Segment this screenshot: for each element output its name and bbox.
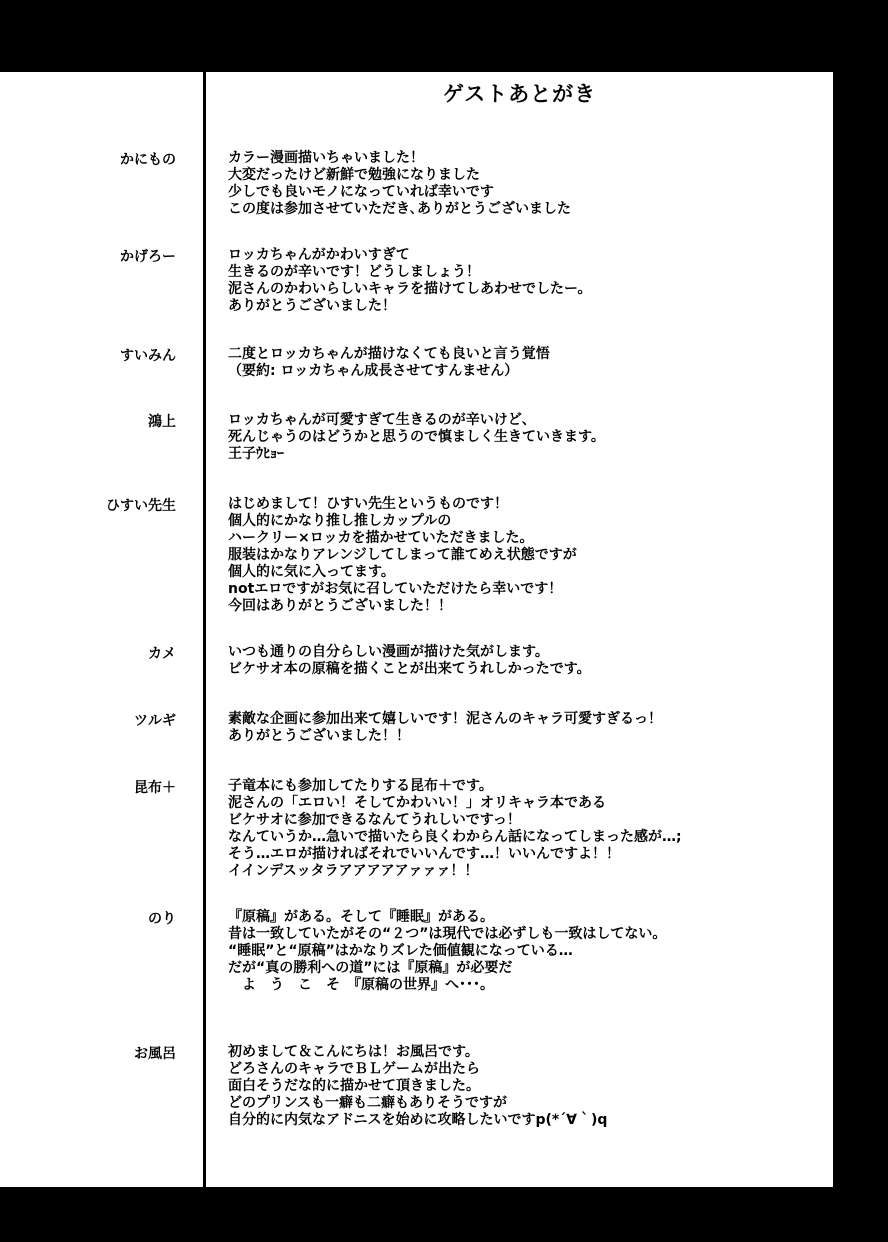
message-line: 初めまして＆こんにちは！お風呂です。: [228, 1044, 479, 1060]
message-line: この度は参加させていただき､ありがとうございました: [228, 201, 571, 217]
message-line: 王子ｳﾋｮｰ: [228, 446, 284, 462]
message-line: 大変だったけど新鮮で勉強になりました: [228, 167, 480, 183]
message-line: 二度とロッカちゃんが描けなくても良いと言う覚悟: [228, 346, 550, 362]
guest-name: ツルギ: [134, 713, 176, 729]
guest-name: かにもの: [120, 152, 176, 168]
guest-message: [228, 150, 828, 218]
message-line: 少しでも良いモノになっていれば幸いです: [228, 184, 494, 200]
message-line: ロッカちゃんが可愛すぎて生きるのが辛いけど、: [228, 412, 536, 428]
message-line: ロッカちゃんがかわいすぎて: [228, 247, 410, 263]
guest-message: [228, 247, 828, 315]
message-line: ビケサオに参加できるなんてうれしいですっ！: [228, 812, 521, 828]
guest-message: [228, 909, 828, 994]
message-line: どろさんのキャラでＢＬゲームが出たら: [228, 1061, 480, 1077]
guest-name: カメ: [148, 646, 176, 662]
message-line: なんていうか…急いで描いたら良くわからん話になってしまった感が…;: [228, 829, 682, 845]
message-line: ハークリー×ロッカを描かせていただきました。: [228, 530, 534, 546]
message-line: 死んじゃうのはどうかと思うので慎ましく生きていきます。: [228, 429, 605, 445]
guest-name: お風呂: [134, 1046, 176, 1062]
message-line: イインデスッタラアアアアアァァァ！！: [228, 863, 479, 879]
message-line: どのプリンスも一癖も二癖もありそうですが: [228, 1095, 508, 1111]
guest-message: [228, 412, 828, 463]
message-line: 生きるのが辛いです！どうしましょう！: [228, 264, 480, 280]
message-line: ビケサオ本の原稿を描くことが出来てうれしかったです。: [228, 661, 591, 677]
guest-name: のり: [148, 911, 176, 927]
guest-message: [228, 644, 828, 678]
message-line: （要約: ロッカちゃん成長させてすんません）: [228, 363, 519, 379]
message-line: いつも通りの自分らしい漫画が描けた気がします。: [228, 644, 549, 660]
message-line: notエロですがお気に召していただけたら幸いです！: [228, 581, 563, 597]
message-line: 泥さんの「エロい！そしてかわいい！」オリキャラ本である: [228, 795, 606, 811]
message-line: そう…エロが描ければそれでいいんです…！いいんですよ！！: [228, 846, 620, 862]
message-line: 泥さんのかわいらしいキャラを描けてしあわせでしたー。: [228, 281, 592, 297]
message-line: 今回はありがとうございました！！: [228, 598, 452, 614]
message-line: ありがとうございました！: [228, 298, 396, 314]
message-line: ありがとうございました！！: [228, 728, 410, 744]
guest-message: [228, 711, 828, 745]
afterword-page: [0, 72, 833, 1187]
message-line: だが“真の勝利への道”には『原稿』が必要だ: [228, 960, 513, 976]
message-line: 面白そうだな的に描かせて頂きました。: [228, 1078, 480, 1094]
guest-name: 昆布＋: [134, 780, 176, 796]
message-line: 『原稿』がある。そして『睡眠』がある。: [228, 909, 494, 925]
message-line: 自分的に内気なアドニスを始めに攻略したいですp(*´∀｀)q: [228, 1112, 608, 1128]
message-line: 個人的にかなり推し推しカップルの: [228, 513, 452, 529]
column-divider: [203, 72, 206, 1187]
message-line: 個人的に気に入ってます。: [228, 564, 395, 580]
message-line: はじめまして！ひすい先生というものです！: [228, 496, 508, 512]
message-line: “睡眠”と“原稿”はかなりズレた価値観になっている…: [228, 943, 573, 959]
guest-name: すいみん: [120, 348, 176, 364]
message-line: 服装はかなりアレンジしてしまって誰てめえ状態ですが: [228, 547, 577, 563]
guest-name: 鴻上: [148, 414, 176, 430]
message-line: 子竜本にも参加してたりする昆布＋です。: [228, 778, 493, 794]
guest-message: [228, 496, 828, 615]
guest-name: ひすい先生: [106, 498, 176, 514]
message-line: 素敵な企画に参加出来て嬉しいです！泥さんのキャラ可愛すぎるっ！: [228, 711, 662, 727]
guest-message: [228, 1044, 828, 1129]
guest-name: かげろー: [120, 249, 176, 265]
page-title: ゲストあとがき: [442, 82, 597, 106]
guest-message: [228, 346, 828, 380]
message-line: カラー漫画描いちゃいました！: [228, 150, 424, 166]
message-line: 昔は一致していたがその“２つ”は現代では必ずしも一致はしてない。: [228, 926, 667, 942]
guest-message: [228, 778, 828, 880]
message-line: よ う こ そ 『原稿の世界』へ･･･。: [228, 977, 494, 993]
